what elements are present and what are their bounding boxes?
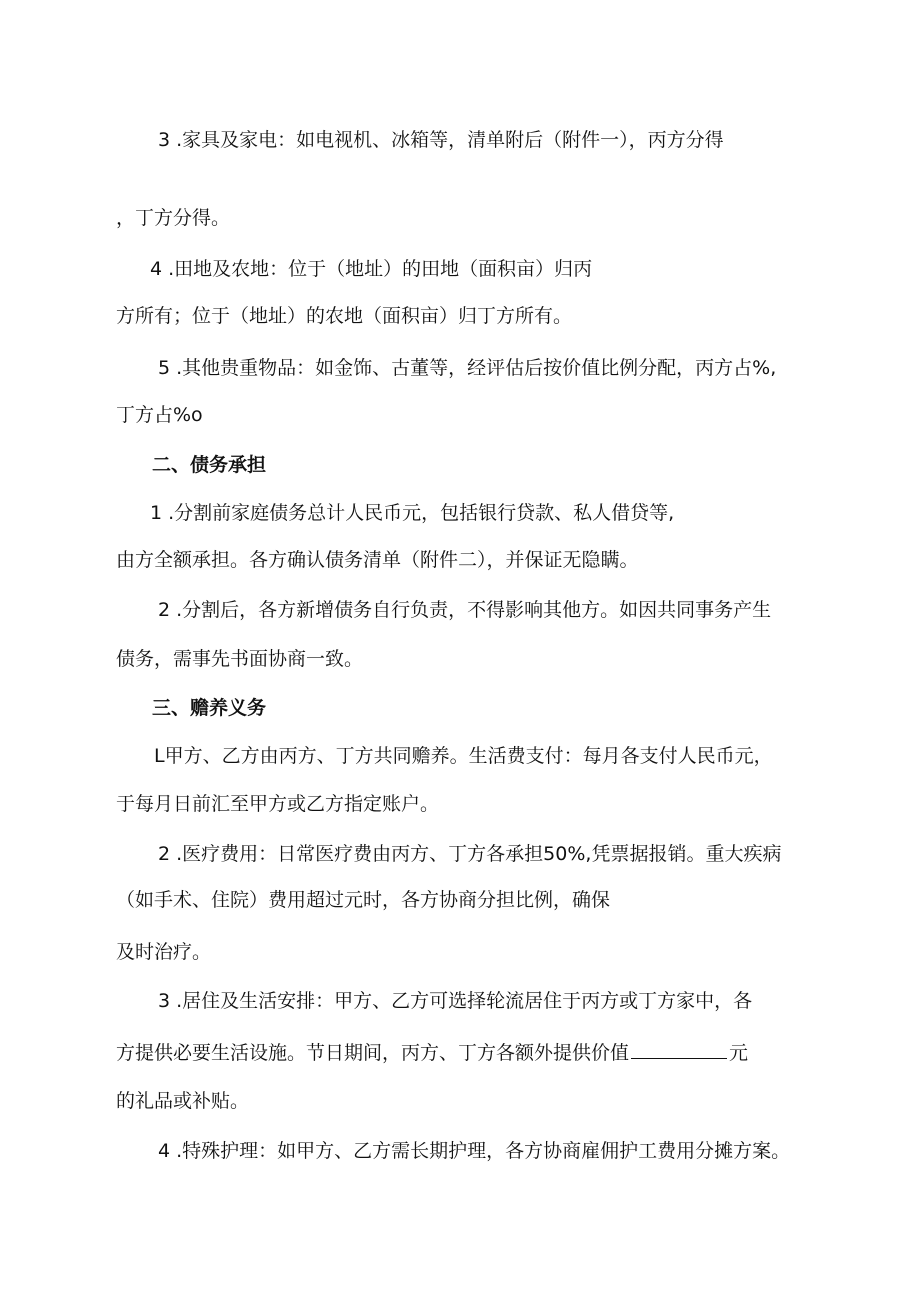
debt-paragraph-1-line-1: 1 .分割前家庭债务总计人民币元，包括银行贷款、私人借贷等,	[150, 502, 675, 524]
amount-blank	[631, 1042, 727, 1059]
paragraph-4-line-1: 4 .田地及农地：位于（地址）的田地（面积亩）归丙	[150, 258, 593, 280]
support-paragraph-3-line-2	[116, 1041, 748, 1065]
support-paragraph-2-line-1: 2 .医疗费用：日常医疗费由丙方、丁方各承担50%,凭票据报销。重大疾病	[158, 843, 782, 865]
support-paragraph-1-line-1: L甲方、乙方由丙方、丁方共同赡养。生活费支付：每月各支付人民币元，	[154, 745, 773, 767]
paragraph-3-line-2: ，丁方分得。	[116, 207, 231, 229]
paragraph-3-line-1: 3 .家具及家电：如电视机、冰箱等，清单附后（附件一），丙方分得	[158, 129, 724, 151]
paragraph-4-line-2: 方所有；位于（地址）的农地（面积亩）归丁方所有。	[116, 305, 573, 327]
debt-paragraph-2-line-1: 2 .分割后，各方新增债务自行负责，不得影响其他方。如因共同事务产生	[158, 599, 772, 621]
support-paragraph-2-line-3: 及时治疗。	[116, 941, 212, 963]
section-heading-debt: 二、债务承担	[152, 454, 267, 476]
support-paragraph-1-line-2: 于每月日前汇至甲方或乙方指定账户。	[116, 793, 440, 815]
support-paragraph-2-line-2: （如手术、住院）费用超过元时，各方协商分担比例，确保	[116, 889, 611, 911]
section-heading-support: 三、赡养义务	[152, 697, 267, 719]
paragraph-5-line-2: 丁方占%o	[116, 404, 203, 426]
support-paragraph-3-line-2-text: 方提供必要生活设施。节日期间，丙方、丁方各额外提供价值	[116, 1042, 630, 1064]
debt-paragraph-2-line-2: 债务，需事先书面协商一致。	[116, 648, 364, 670]
support-paragraph-3-line-3: 的礼品或补贴。	[116, 1090, 250, 1112]
paragraph-5-line-1: 5 .其他贵重物品：如金饰、古董等，经评估后按价值比例分配，丙方占%,	[158, 357, 777, 379]
support-paragraph-4-line-1: 4 .特殊护理：如甲方、乙方需长期护理，各方协商雇佣护工费用分摊方案。	[158, 1140, 791, 1162]
currency-unit: 元	[729, 1042, 749, 1064]
debt-paragraph-1-line-2: 由方全额承担。各方确认债务清单（附件二），并保证无隐瞒。	[116, 549, 639, 571]
support-paragraph-3-line-1: 3 .居住及生活安排：甲方、乙方可选择轮流居住于丙方或丁方家中，各	[158, 990, 753, 1012]
